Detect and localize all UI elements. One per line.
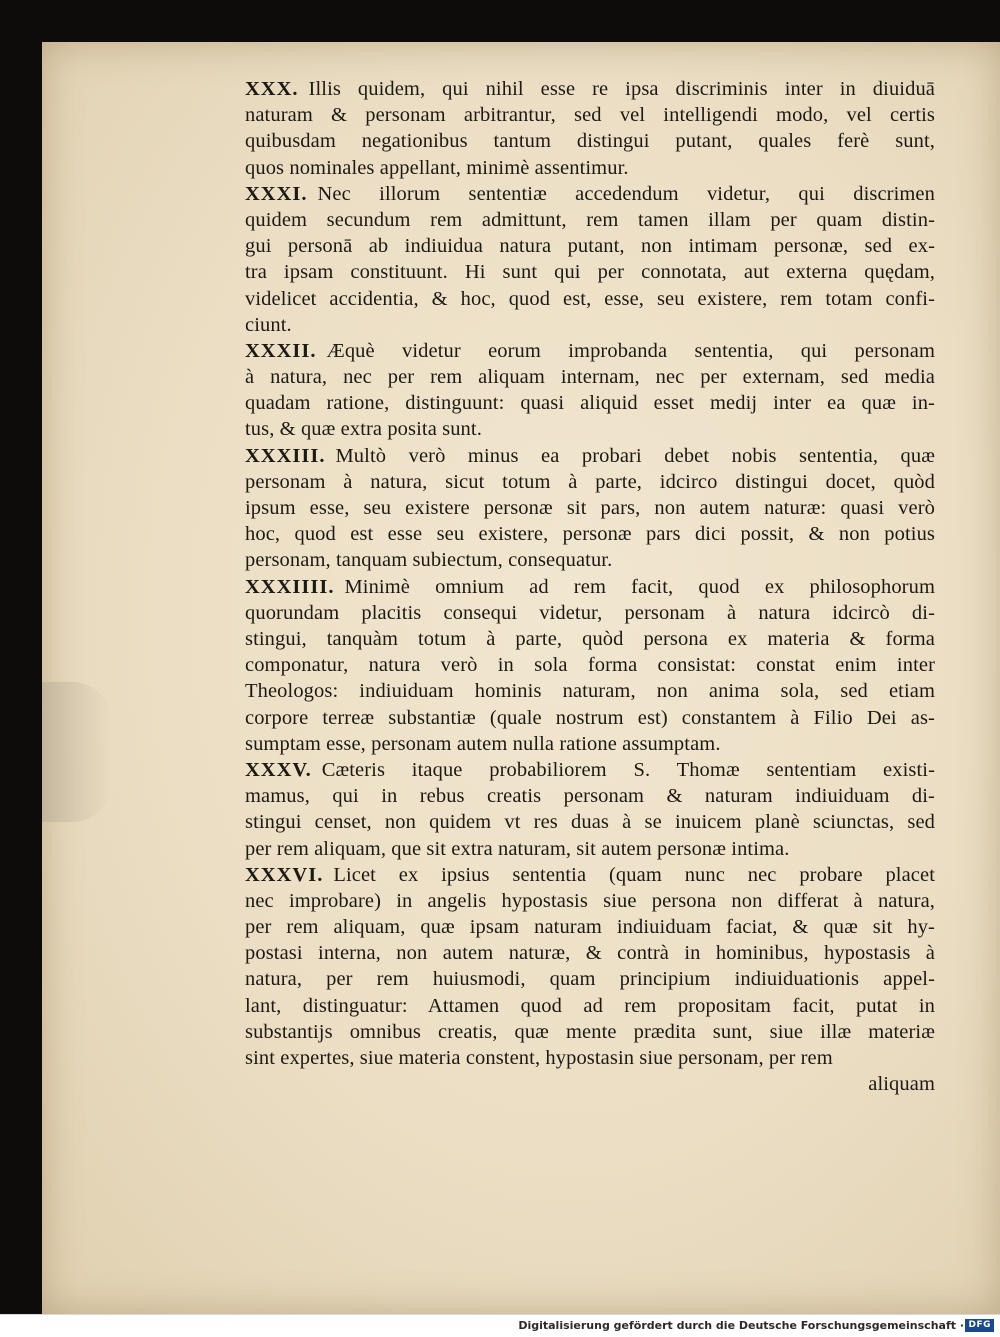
line-text: Theologos: indiuiduam hominis naturam, non anima sola, sed etiam (245, 680, 935, 703)
paragraph (245, 338, 935, 443)
paragraph (245, 862, 935, 1072)
paragraph (245, 443, 935, 574)
page-stain (42, 682, 112, 822)
line-text: Cæteris itaque probabiliorem S. Thomæ sententiam existi- (321, 758, 935, 781)
text-line (245, 809, 935, 835)
text-line (245, 469, 935, 495)
catchword: aliquam (868, 1073, 935, 1096)
text-line (245, 731, 935, 757)
paragraph (245, 181, 935, 338)
line-text: hoc, quod est esse seu existere, personæ pars dici possit, & non potius (245, 523, 935, 546)
line-text: corpore terreæ substantiæ (quale nostrum est) constantem à Filio Dei as- (245, 706, 935, 729)
text-line (245, 966, 935, 992)
line-text: tus, & quæ extra posita sunt. (245, 418, 482, 441)
text-line (245, 155, 935, 181)
paragraph-number: XXXVI. (245, 863, 324, 886)
text-line (245, 207, 935, 233)
text-line (245, 836, 935, 862)
line-text: quibusdam negationibus tantum distingui putant, quales ferè sunt, (245, 130, 935, 153)
text-line (245, 76, 935, 102)
text-line (245, 128, 935, 154)
paragraph (245, 757, 935, 862)
line-text: sumptam esse, personam autem nulla ratione assumptam. (245, 732, 721, 755)
line-text: personam à natura, sicut totum à parte, idcirco distingui docet, quòd (245, 470, 935, 493)
line-text: Licet ex ipsius sententia (quam nunc nec probare placet (333, 863, 935, 886)
line-text: gui personā ab indiuidua natura putant, non intimam personæ, sed ex- (245, 235, 935, 258)
line-text: Æquè videtur eorum improbanda sententia, qui personam (326, 339, 935, 362)
paragraph-number: XXX. (245, 78, 299, 100)
text-line (245, 416, 935, 442)
footer-credit: Digitalisierung gefördert durch die Deutsche Forschungsgemeinschaft · (518, 1319, 964, 1332)
text-line (245, 757, 935, 783)
text-line (245, 312, 935, 338)
line-text: per rem aliquam, que sit extra naturam, sit autem personæ intima. (245, 837, 790, 860)
text-line (245, 286, 935, 312)
line-text: stingui, tanquàm totum à parte, quòd persona ex materia & forma (245, 628, 935, 650)
line-text: substantijs omnibus creatis, quæ mente prædita sunt, siue illæ materiæ (245, 1020, 935, 1043)
line-text: videlicet accidentia, & hoc, quod est, esse, seu existere, rem totam confi- (245, 287, 935, 310)
paragraph (245, 76, 935, 181)
text-line (245, 626, 935, 652)
text-line (245, 574, 935, 600)
line-text: ciunt. (245, 313, 292, 336)
paragraph-number: XXXI. (245, 182, 308, 205)
text-line (245, 102, 935, 128)
dfg-logo: DFG (965, 1319, 994, 1332)
line-text: quos nominales appellant, minimè assentimur. (245, 156, 629, 179)
line-text: Minimè omnium ad rem facit, quod ex philosophorum (344, 575, 935, 598)
line-text: à natura, nec per rem aliquam internam, nec per externam, sed media (245, 366, 935, 389)
text-block (245, 76, 935, 1097)
text-line (245, 1045, 935, 1071)
line-text: per rem aliquam, quæ ipsam naturam indiuiduam faciat, & quæ sit hy- (245, 916, 935, 939)
line-text: sint expertes, siue materia constent, hypostasin siue personam, per rem (245, 1047, 833, 1070)
text-line (245, 993, 935, 1019)
text-line (245, 705, 935, 731)
paragraph-number: XXXIIII. (245, 575, 335, 598)
paragraph-number: XXXII. (245, 339, 317, 362)
line-text: tra ipsam constituunt. Hi sunt qui per connotata, aut externa quędam, (245, 261, 935, 284)
text-line (245, 521, 935, 547)
text-line (245, 888, 935, 914)
text-line (245, 914, 935, 940)
line-text: ipsum esse, seu existere personæ sit pars, non autem naturæ: quasi verò (245, 497, 935, 520)
text-line (245, 600, 935, 626)
text-line (245, 1019, 935, 1045)
text-line (245, 364, 935, 390)
line-text: personam, tanquam subiectum, consequatur. (245, 549, 613, 572)
line-text: Illis quidem, qui nihil esse re ipsa discriminis inter in diuiduā (308, 78, 935, 100)
line-text: mamus, qui in rebus creatis personam & naturam indiuiduam di- (245, 785, 935, 808)
line-text: postasi interna, non autem naturæ, & contrà in hominibus, hypostasis à (245, 942, 935, 965)
text-line (245, 181, 935, 207)
paragraph-number: XXXIII. (245, 444, 326, 467)
paragraph (245, 574, 935, 757)
line-text: quorundam placitis consequi videtur, personam à natura idcircò di- (245, 601, 935, 624)
line-text: lant, distinguatur: Attamen quod ad rem propositam facit, putat in (245, 994, 935, 1017)
text-line (245, 547, 935, 573)
text-line (245, 783, 935, 809)
line-text: Multò verò minus ea probari debet nobis sententia, quæ (335, 444, 935, 467)
text-line (245, 443, 935, 469)
text-line (245, 495, 935, 521)
line-text: naturam & personam arbitrantur, sed vel intelligendi modo, vel certis (245, 104, 935, 127)
line-text: nec improbare) in angelis hypostasis siue persona non differat à natura, (245, 889, 935, 912)
text-line (245, 940, 935, 966)
line-text: stingui censet, non quidem vt res duas à se inuicem planè sciunctas, sed (245, 811, 935, 834)
line-text: Nec illorum sententiæ accedendum videtur, qui discrimen (317, 182, 935, 205)
text-line (245, 678, 935, 704)
text-line (245, 652, 935, 678)
text-line (245, 233, 935, 259)
footer-bar (0, 1314, 1000, 1337)
text-line (245, 259, 935, 285)
paragraph-number: XXXV. (245, 758, 312, 781)
text-line (245, 338, 935, 364)
line-text: natura, per rem huiusmodi, quam principium indiuiduationis appel- (245, 968, 935, 991)
line-text: quadam ratione, distinguunt: quasi aliquid esset medij inter ea quæ in- (245, 392, 935, 415)
line-text: quidem secundum rem admittunt, rem tamen illam per quam distin- (245, 208, 935, 231)
text-line (245, 390, 935, 416)
line-text: componatur, natura verò in sola forma consistat: constat enim inter (245, 654, 935, 677)
text-line (245, 862, 935, 888)
